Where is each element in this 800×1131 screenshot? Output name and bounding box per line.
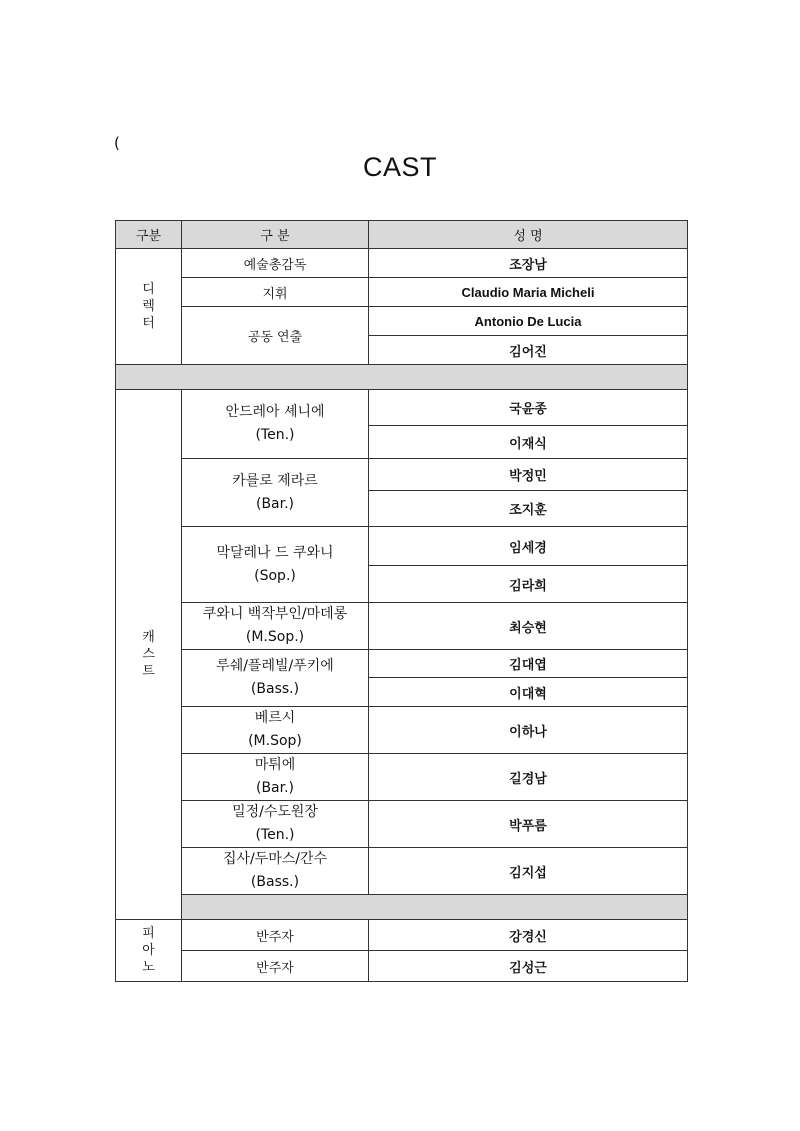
role-cell: 막달레나 드 쿠와니 (Sop.)	[182, 527, 369, 603]
name-cell: 김성근	[369, 951, 688, 982]
name-cell: 이대혁	[369, 678, 688, 707]
table-row	[116, 307, 688, 336]
name-cell: 김지섭	[369, 848, 688, 895]
name-cell: 조장남	[369, 249, 688, 278]
name-cell: Claudio Maria Micheli	[369, 278, 688, 307]
name-cell: 길경남	[369, 754, 688, 801]
spacer-row	[116, 895, 688, 920]
name-cell: 이하나	[369, 707, 688, 754]
spacer-cell	[182, 895, 688, 920]
name-cell: 김라희	[369, 566, 688, 603]
role-cell: 베르시 (M.Sop)	[182, 707, 369, 754]
role-cell: 루쉐/플레빌/푸키에 (Bass.)	[182, 650, 369, 707]
name-cell: 이재식	[369, 426, 688, 459]
name-cell: 박푸름	[369, 801, 688, 848]
role-cell: 지휘	[182, 278, 369, 307]
name-cell: 강경신	[369, 920, 688, 951]
table-row	[116, 707, 688, 754]
stray-parenthesis: (	[114, 134, 120, 152]
role-cell: 마튀에 (Bar.)	[182, 754, 369, 801]
section-cast: 캐 스 트	[116, 390, 182, 920]
table-row	[116, 459, 688, 491]
role-cell: 쿠와니 백작부인/마데롱 (M.Sop.)	[182, 603, 369, 650]
role-cell: 밀정/수도원장 (Ten.)	[182, 801, 369, 848]
name-cell: 김어진	[369, 336, 688, 365]
spacer-row	[116, 365, 688, 390]
name-cell: 임세경	[369, 527, 688, 566]
table-header-row	[116, 221, 688, 249]
role-cell: 예술총감독	[182, 249, 369, 278]
name-cell: 국윤종	[369, 390, 688, 426]
name-cell: 최승현	[369, 603, 688, 650]
role-cell: 카를로 제라르 (Bar.)	[182, 459, 369, 527]
table-row	[116, 650, 688, 678]
role-cell: 반주자	[182, 951, 369, 982]
col-header-category: 구분	[116, 221, 182, 249]
role-cell: 안드레아 셰니에 (Ten.)	[182, 390, 369, 459]
name-cell: Antonio De Lucia	[369, 307, 688, 336]
table-row	[116, 390, 688, 426]
page-title: CAST	[362, 152, 437, 182]
role-cell: 반주자	[182, 920, 369, 951]
col-header-role: 구 분	[182, 221, 369, 249]
name-cell: 조지훈	[369, 491, 688, 527]
table-row	[116, 754, 688, 801]
table-row	[116, 603, 688, 650]
spacer-cell	[116, 365, 688, 390]
table-row	[116, 951, 688, 982]
name-cell: 박정민	[369, 459, 688, 491]
table-row	[116, 249, 688, 278]
role-cell: 공동 연출	[182, 307, 369, 365]
table-row	[116, 801, 688, 848]
table-row	[116, 848, 688, 895]
section-piano: 피 아 노	[116, 920, 182, 982]
name-cell: 김대엽	[369, 650, 688, 678]
table-row	[116, 278, 688, 307]
section-director: 디 렉 터	[116, 249, 182, 365]
cast-table	[115, 220, 688, 982]
col-header-name: 성 명	[369, 221, 688, 249]
table-row	[116, 920, 688, 951]
role-cell: 집사/두마스/간수 (Bass.)	[182, 848, 369, 895]
table-row	[116, 527, 688, 566]
